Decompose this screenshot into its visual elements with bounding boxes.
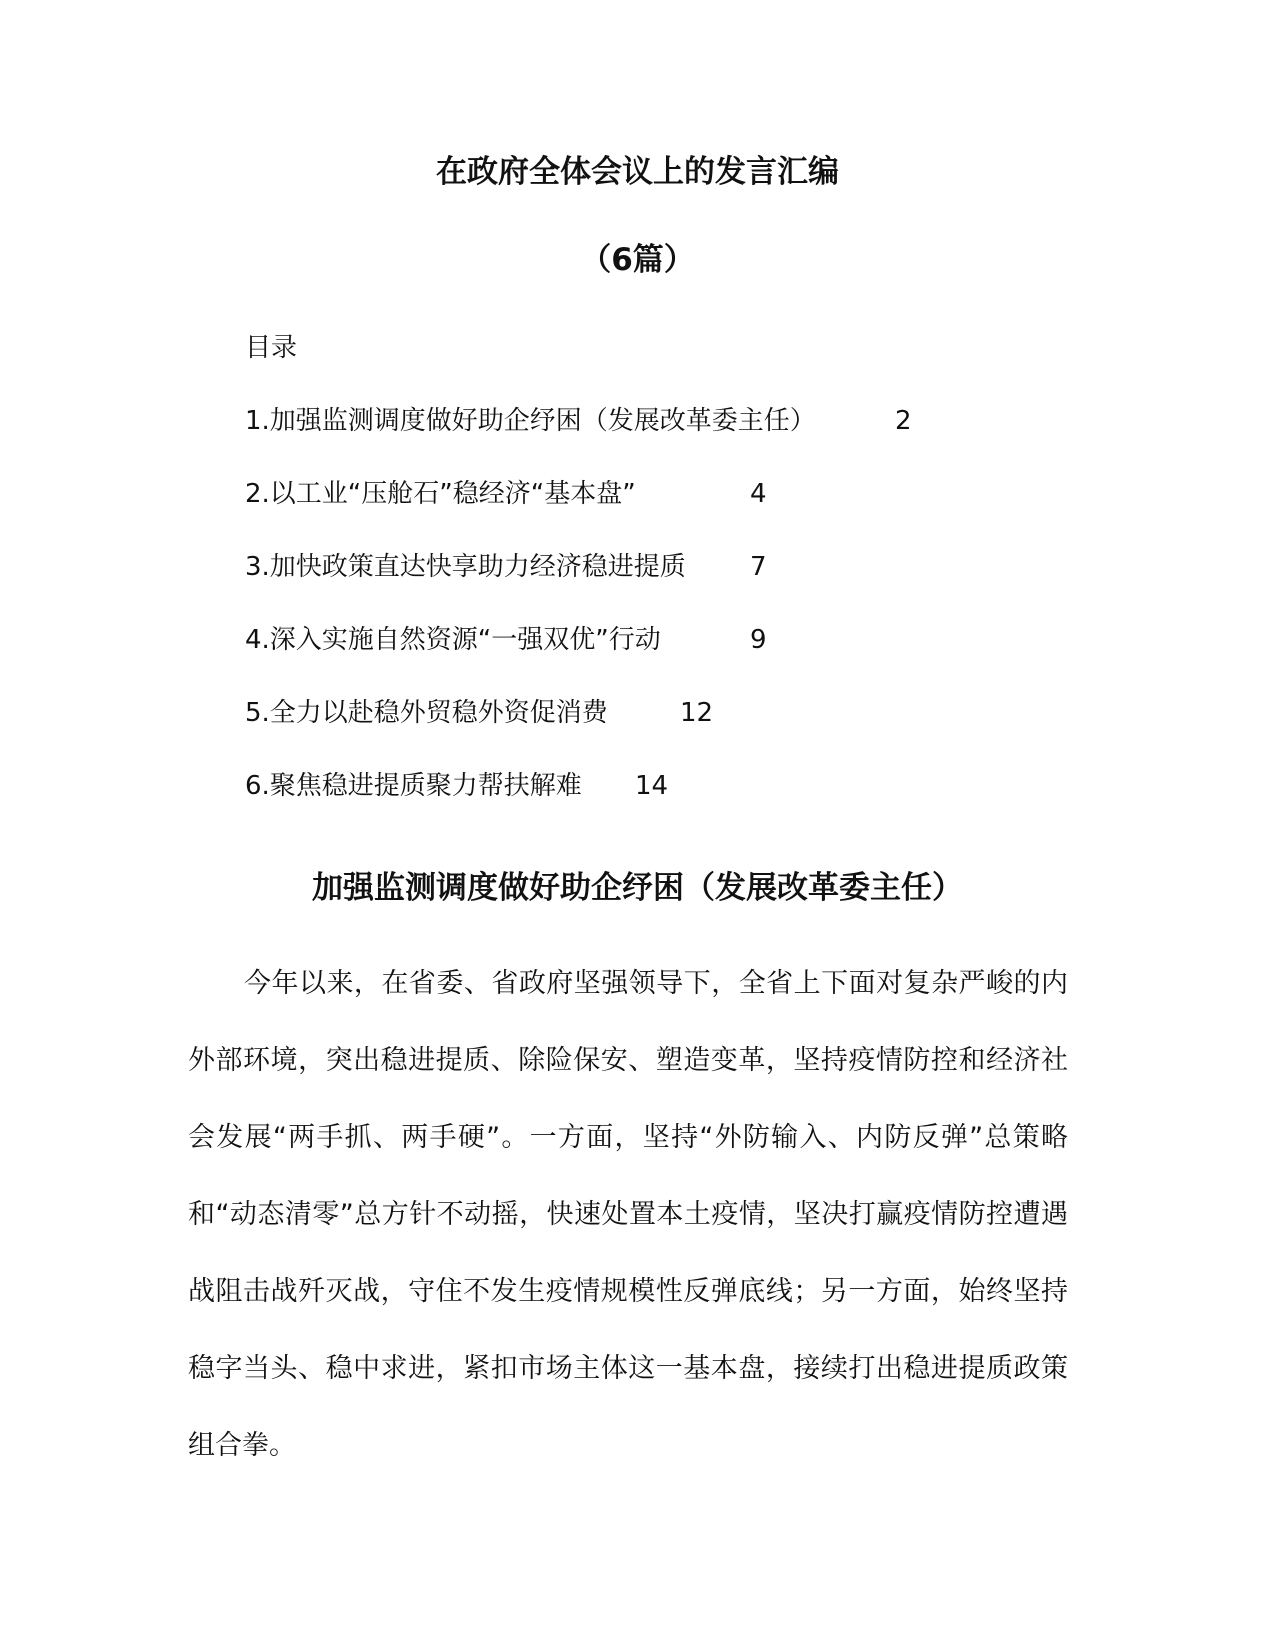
toc-item-label: 3.加快政策直达快享助力经济稳进提质 (245, 552, 686, 582)
toc-item-page: 14 (635, 771, 669, 801)
toc-item-page: 12 (680, 698, 714, 728)
toc-item-label: 5.全力以赴稳外贸稳外资促消费 (245, 698, 608, 728)
body-paragraph: 今年以来，在省委、省政府坚强领导下，全省上下面对复杂严峻的内外部环境，突出稳进提质、除险保安、塑造变革，坚持疫情防控和经济社会发展“两手抓、两手硬”。一方面，坚持“外防输入、内防反弹”总策略和“动态清零”总方针不动摇，快速处置本土疫情，坚决打赢疫情防控遭遇战阻击战歼灭战，守住不发生疫情规模性反弹底线；另一方面，始终坚持稳字当头、稳中求进，紧扣市场主体这一基本盘，接续打出稳进提质政策组合拳。 (188, 968, 1068, 1461)
document-title: 在政府全体会议上的发言汇编 (436, 154, 839, 190)
toc-item-page: 7 (750, 552, 767, 582)
toc-item-label: 6.聚焦稳进提质聚力帮扶解难 (245, 771, 582, 801)
toc-item-label: 2.以工业“压舱石”稳经济“基本盘” (245, 479, 636, 509)
toc-item[interactable] (245, 695, 714, 731)
document-subtitle: （6篇） (580, 242, 695, 278)
toc-item[interactable] (245, 622, 767, 658)
toc-item[interactable] (245, 549, 767, 585)
toc-item-label: 4.深入实施自然资源“一强双优”行动 (245, 625, 661, 655)
toc-item-label: 1.加强监测调度做好助企纾困（发展改革委主任） (245, 406, 816, 436)
toc-item-page: 2 (895, 406, 912, 436)
toc-item[interactable] (245, 403, 912, 439)
toc-item[interactable] (245, 768, 669, 804)
toc-item-page: 4 (750, 479, 767, 509)
section-title: 加强监测调度做好助企纾困（发展改革委主任） (312, 870, 963, 906)
toc-heading: 目录 (245, 333, 298, 363)
toc-item[interactable] (245, 476, 767, 512)
toc-item-page: 9 (750, 625, 767, 655)
